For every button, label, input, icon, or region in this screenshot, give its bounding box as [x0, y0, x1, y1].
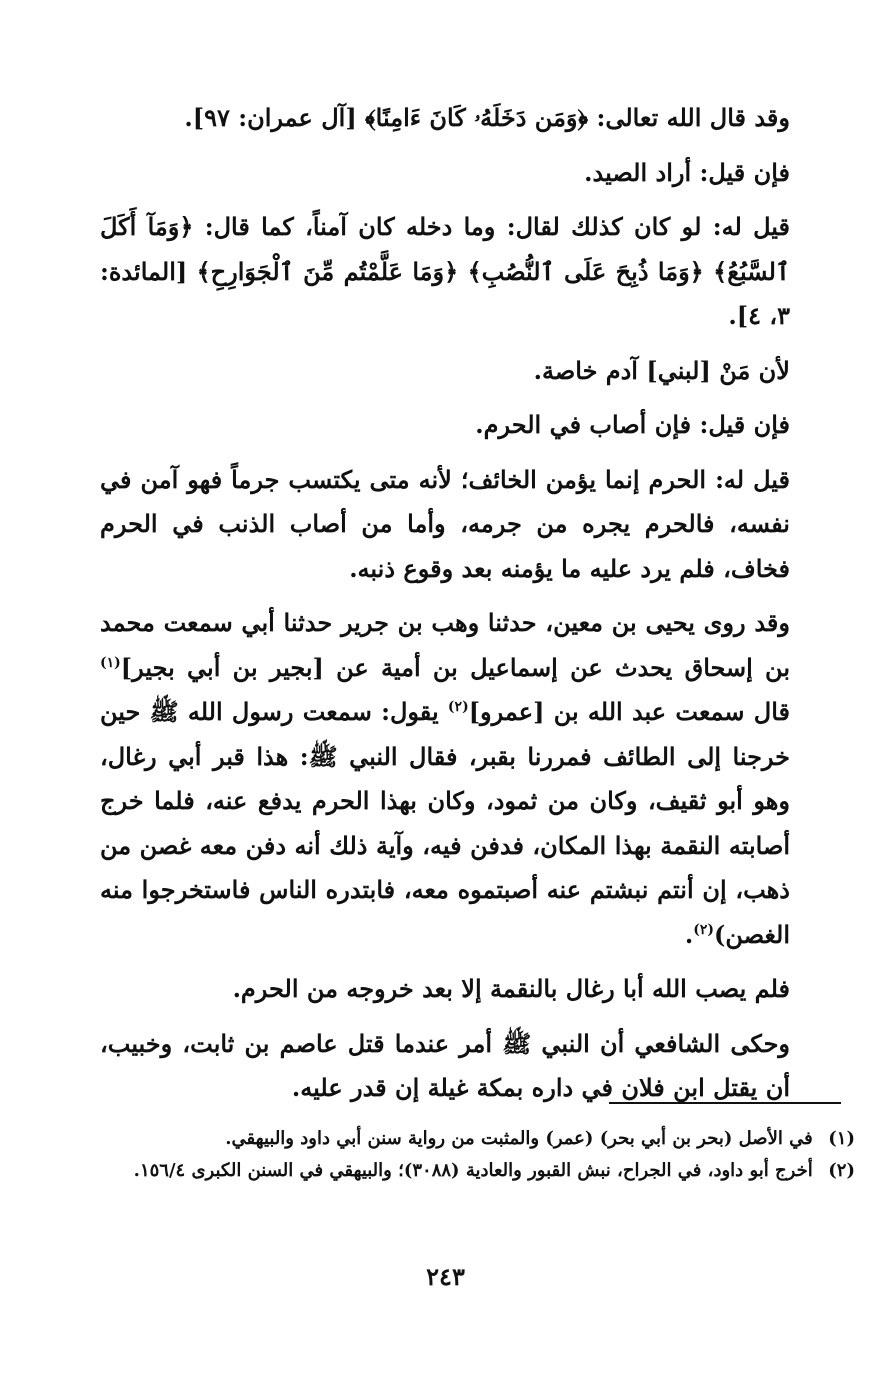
hadith-text-part-1: وقد روى يحيى بن معين، حدثنا وهب بن جرير حدثنا أبي سمعت محمد بن إسحاق يحدث عن إسماعيل بن أمية عن [بجير بن أبي بجير]: [100, 608, 790, 682]
paragraph-bani-adam: لأن مَنْ [لبني] آدم خاصة.: [533, 355, 790, 385]
footnote-number: (١): [828, 1128, 855, 1149]
footnote-number: (٢): [828, 1160, 855, 1181]
footnote-ref-3: (٢): [693, 921, 714, 938]
main-text: [100, 96, 790, 1111]
paragraph-shafii: وحكى الشافعي أن النبي ﷺ أمر عندما قتل عاصم بن ثابت، وخبيب، أن يقتل ابن فلان في داره بمكة غيلة إن قدر عليه.: [100, 1028, 790, 1102]
footnote-divider: [609, 1102, 841, 1104]
footnote-text: أخرج أبو داود، في الجراح، نبش القبور والعادية (٣٠٨٨)؛ والبيهقي في السنن الكبرى ١٥٦/٤.: [133, 1160, 813, 1181]
paragraph-abu-righal-hadith: [100, 601, 790, 957]
page-number: ٢٤٣: [426, 1262, 465, 1291]
hadith-text-part-4: .: [684, 919, 694, 949]
hadith-text-part-3: يقول: سمعت رسول الله ﷺ حين خرجنا إلى الطائف فمررنا بقبر، فقال النبي ﷺ: هذا قبر أبي رغال، وهو أبو ثقيف، وكان من ثمود، وكان بهذا الحرم يدفع عنه، فلما خرج أصابته النقمة بهذا المكان، فدفن فيه، وآية ذلك أنه دفن معه غصن من ذهب، إن أنتم نبشتم عنه أصبتموه معه، فابتدره الناس فاستخرجوا منه الغصن): [100, 697, 790, 949]
hadith-text-part-2: قال سمعت عبد الله بن [عمرو]: [468, 697, 790, 726]
paragraph-objection-haram: فإن قيل: فإن أصاب في الحرم.: [475, 410, 790, 439]
footnotes-section: [95, 1124, 855, 1188]
paragraph-quran-ali-imran: وقد قال الله تعالى: ﴿وَمَن دَخَلَهُۥ كَانَ ءَامِنًا﴾ [آل عمران: ٩٧].: [184, 103, 790, 132]
paragraph-objection-hunting: فإن قيل: أراد الصيد.: [584, 157, 790, 187]
footnote-1: [95, 1124, 855, 1154]
footnote-ref-2: (٢): [447, 699, 469, 715]
paragraph-reply-haram: قيل له: الحرم إنما يؤمن الخائف؛ لأنه متى يكتسب جرماً فهو آمن في نفسه، فالحرم يجره من جرمه، وأما من أصاب الذنب في الحرم فخاف، فلم يرد عليه ما يؤمنه بعد وقوع ذنبه.: [100, 464, 790, 583]
paragraph-abu-righal-punishment: فلم يصب الله أبا رغال بالنقمة إلا بعد خروجه من الحرم.: [232, 974, 790, 1003]
footnote-2: [95, 1156, 855, 1186]
footnote-text: في الأصل (بحر بن أبي بحر) (عمر) والمثبت من رواية سنن أبي داود والبيهقي.: [225, 1128, 813, 1149]
paragraph-reply-maida: قيل له: لو كان كذلك لقال: وما دخله كان آمناً، كما قال: ﴿وَمَآ أَكَلَ ٱلسَّبُعُ﴾ ﴿وَمَا ذُبِحَ عَلَى ٱلنُّصُبِ﴾ ﴿وَمَا عَلَّمْتُم مِّنَ ٱلْجَوَارِحِ﴾ [المائدة: ٣، ٤].: [100, 212, 790, 330]
footnote-ref-1: (١): [100, 654, 121, 671]
